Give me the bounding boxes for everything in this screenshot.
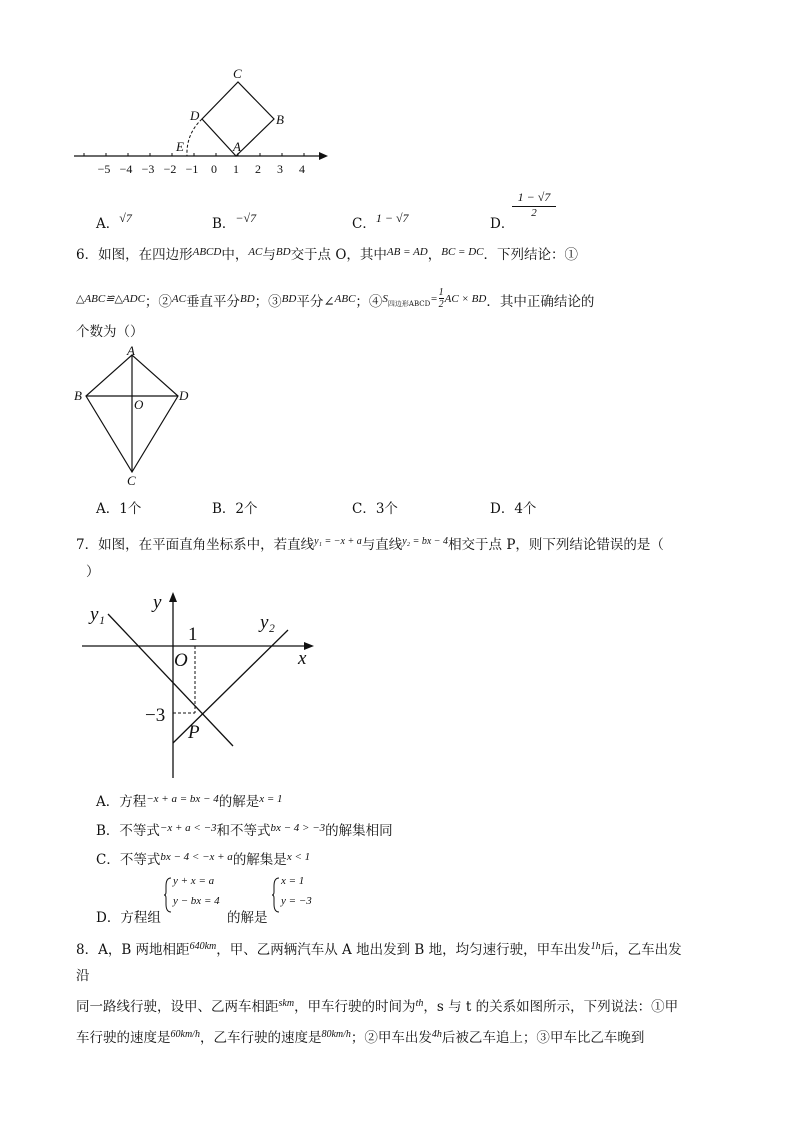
q7-option-a[interactable]: A．方程$^{-x + a = bx - 4}$的解是$^{x = 1}$ bbox=[96, 793, 283, 810]
tick-label: −5 bbox=[97, 162, 111, 176]
tick-label: −4 bbox=[119, 162, 133, 176]
tick-label: 1 bbox=[233, 162, 239, 176]
label-y-axis: y bbox=[153, 592, 162, 613]
q6-line1: 6．如图，在四边形$^{ABCD}$中，$^{AC}$与$^{BD}$交于点 O，其中$^{AB = AD}$，$^{BC = DC}$．下列结论：① bbox=[76, 246, 579, 263]
q5-option-a[interactable]: A．√7 bbox=[96, 211, 132, 232]
q5-option-b[interactable]: B．−√7 bbox=[212, 211, 257, 232]
point-label-O: O bbox=[134, 397, 144, 412]
label-P: P bbox=[188, 722, 200, 743]
point-label-D: D bbox=[179, 388, 189, 403]
point-label-C: C bbox=[233, 66, 242, 81]
label-origin: O bbox=[174, 650, 188, 671]
q7-option-d-text: 的解是 bbox=[227, 910, 268, 926]
q5-option-c[interactable]: C．1 − √7 bbox=[352, 211, 409, 232]
point-label-B: B bbox=[74, 388, 82, 403]
point-label-B: B bbox=[276, 112, 284, 127]
label-x-axis: x bbox=[298, 648, 307, 669]
q6-figure bbox=[70, 342, 200, 492]
tick-label: 0 bbox=[211, 162, 217, 176]
q6-line3: 个数为（） bbox=[76, 324, 144, 340]
label-one: 1 bbox=[188, 624, 198, 645]
q7-option-c[interactable]: C．不等式$^{bx - 4 < -x + a}$的解集是$^{x < 1}$ bbox=[96, 851, 311, 868]
tick-label: 2 bbox=[255, 162, 261, 176]
label-y2: y₂ bbox=[260, 612, 276, 633]
q8-line2: 沿 bbox=[76, 968, 90, 984]
q6-option-b[interactable]: B．2个 bbox=[212, 501, 258, 517]
point-label-C: C bbox=[127, 473, 136, 488]
tick-label: −2 bbox=[163, 162, 177, 176]
q7-line1: 7．如图，在平面直角坐标系中，若直线$^{y_1 = -x + a}$与直线$^{y_2 = bx - 4}$相交于点 P，则下列结论错误的是（ bbox=[76, 536, 664, 553]
q6-option-a[interactable]: A．1个 bbox=[96, 501, 142, 517]
q8-line4: 车行驶的速度是$^{60km/h}$，乙车行驶的速度是$^{80km/h}$；②甲车出发$^{4h}$后被乙车追上；③甲车比乙车晚到 bbox=[76, 1029, 645, 1046]
q5-option-d[interactable]: D． bbox=[490, 216, 515, 232]
tick-label: 4 bbox=[299, 162, 305, 176]
q8-line3: 同一路线行驶，设甲、乙两车相距$^{skm}$，甲车行驶的时间为$^{th}$，s 与 t 的关系如图所示，下列说法：①甲 bbox=[76, 998, 679, 1015]
point-label-E: E bbox=[176, 139, 184, 154]
tick-label: −1 bbox=[185, 162, 199, 176]
math-expr: 1 − √7 bbox=[375, 211, 409, 225]
q6-option-c[interactable]: C．3个 bbox=[352, 501, 398, 517]
math-expr: √7 bbox=[119, 211, 132, 225]
label-minus3: −3 bbox=[145, 705, 166, 726]
q6-option-d[interactable]: D．4个 bbox=[490, 501, 537, 517]
q6-line2: $^{\triangle ABC≌\triangle ADC}$；②$^{AC}$垂直平分$^{BD}$；③$^{BD}$平分∠$^{ABC}$；④$^S$四边形ABCD= $\frac{1}{2}$ $^{AC \times BD}$．其中正确结论的 bbox=[76, 287, 595, 310]
q5-option-d-fraction: 1 − √7 2 bbox=[512, 190, 556, 219]
tick-label: 3 bbox=[277, 162, 283, 176]
point-label-A: A bbox=[127, 343, 135, 358]
point-label-A: A bbox=[233, 139, 241, 154]
q7-option-d[interactable]: D．方程组 bbox=[96, 910, 161, 926]
tick-label: −3 bbox=[141, 162, 155, 176]
q7-figure bbox=[78, 588, 328, 780]
q7-option-b[interactable]: B．不等式$^{-x + a < -3}$和不等式$^{bx - 4 > -3}$的解集相同 bbox=[96, 822, 393, 839]
q7-line2: ） bbox=[86, 564, 100, 580]
q5-figure bbox=[70, 62, 340, 182]
math-expr: −√7 bbox=[235, 211, 257, 225]
label-y1: y₁ bbox=[90, 604, 106, 625]
point-label-D: D bbox=[190, 108, 200, 123]
q8-line1: 8．A，B 两地相距$^{640km}$，甲、乙两辆汽车从 A 地出发到 B 地，均匀速行驶，甲车出发$^{1h}$后，乙车出发 bbox=[76, 941, 682, 958]
